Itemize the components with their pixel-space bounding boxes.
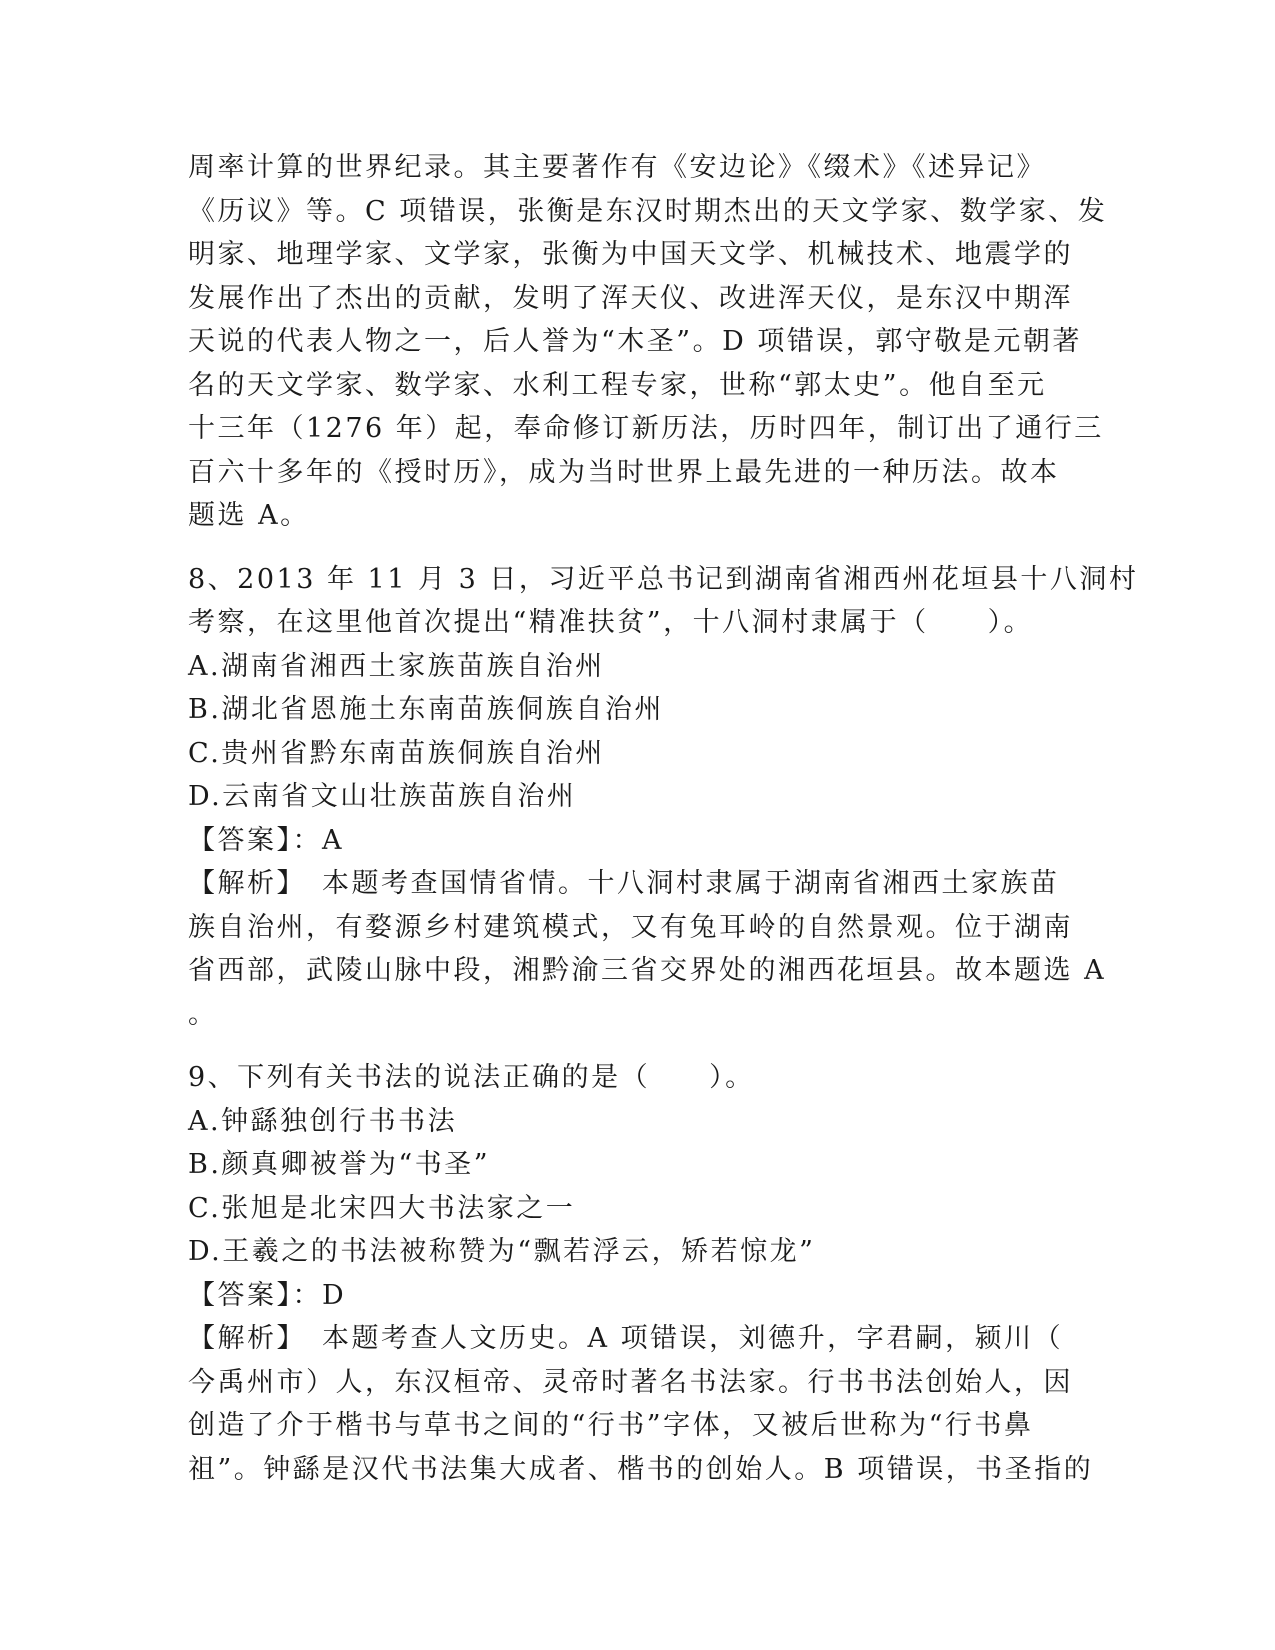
explanation-line: 省西部，武陵山脉中段，湘黔渝三省交界处的湘西花垣县。故本题选 A bbox=[188, 955, 1107, 986]
explanation-line: 【解析】 本题考查国情省情。十八洞村隶属于湖南省湘西土家族苗 bbox=[188, 868, 1060, 899]
text-line: 发展作出了杰出的贡献，发明了浑天仪、改进浑天仪，是东汉中期浑 bbox=[188, 282, 1073, 314]
option-b: B.颜真卿被誉为“书圣” bbox=[188, 1149, 491, 1180]
answer-line: 【答案】：A bbox=[188, 824, 344, 856]
text-line: 明家、地理学家、文学家，张衡为中国天文学、机械技术、地震学的 bbox=[188, 239, 1073, 270]
document-page bbox=[188, 146, 1139, 1491]
explanation-line: 祖”。钟繇是汉代书法集大成者、楷书的创始人。B 项错误，书圣指的 bbox=[188, 1453, 1094, 1485]
previous-question-explanation bbox=[188, 146, 1108, 538]
explanation-line: 。 bbox=[188, 998, 218, 1030]
text-line: 《历议》等。C 项错误，张衡是东汉时期杰出的天文学家、数学家、发 bbox=[188, 195, 1108, 227]
text-line: 十三年（1276 年）起，奉命修订新历法，历时四年，制订出了通行三 bbox=[188, 413, 1104, 444]
option-c: C.贵州省黔东南苗族侗族自治州 bbox=[188, 737, 605, 769]
explanation-line: 创造了介于楷书与草书之间的“行书”字体，又被后世称为“行书鼻 bbox=[188, 1410, 1034, 1441]
text-line: 天说的代表人物之一，后人誉为“木圣”。D 项错误，郭守敬是元朝著 bbox=[188, 326, 1082, 357]
text-line: 百六十多年的《授时历》，成为当时世界上最先进的一种历法。故本 bbox=[188, 456, 1060, 488]
option-b: B.湖北省恩施土东南苗族侗族自治州 bbox=[188, 694, 664, 725]
text-line: 名的天文学家、数学家、水利工程专家，世称“郭太史”。他自至元 bbox=[188, 369, 1047, 401]
question-8 bbox=[188, 558, 1139, 1037]
option-a: A.钟繇独创行书书法 bbox=[188, 1105, 458, 1137]
text-line: 周率计算的世界纪录。其主要著作有《安边论》《缀术》《述异记》 bbox=[188, 152, 1046, 183]
option-d: D.云南省文山壮族苗族自治州 bbox=[188, 781, 577, 812]
question-stem: 考察，在这里他首次提出“精准扶贫”，十八洞村隶属于（ ）。 bbox=[188, 607, 1034, 638]
answer-line: 【答案】：D bbox=[188, 1279, 347, 1311]
explanation-line: 【解析】 本题考查人文历史。A 项错误，刘德升，字君嗣，颍川（ bbox=[188, 1323, 1064, 1354]
option-a: A.湖南省湘西土家族苗族自治州 bbox=[188, 650, 605, 682]
text-line: 题选 A。 bbox=[188, 500, 310, 531]
option-c: C.张旭是北宋四大书法家之一 bbox=[188, 1192, 576, 1224]
question-9 bbox=[188, 1056, 1094, 1491]
question-stem: 9、下列有关书法的说法正确的是（ ）。 bbox=[188, 1062, 755, 1093]
explanation-line: 族自治州，有婺源乡村建筑模式，又有兔耳岭的自然景观。位于湖南 bbox=[188, 911, 1073, 943]
explanation-line: 今禹州市）人，东汉桓帝、灵帝时著名书法家。行书书法创始人，因 bbox=[188, 1366, 1073, 1398]
option-d: D.王羲之的书法被称赞为“飘若浮云，矫若惊龙” bbox=[188, 1236, 816, 1267]
question-stem: 8、2013 年 11 月 3 日，习近平总书记到湖南省湘西州花垣县十八洞村 bbox=[188, 563, 1139, 595]
